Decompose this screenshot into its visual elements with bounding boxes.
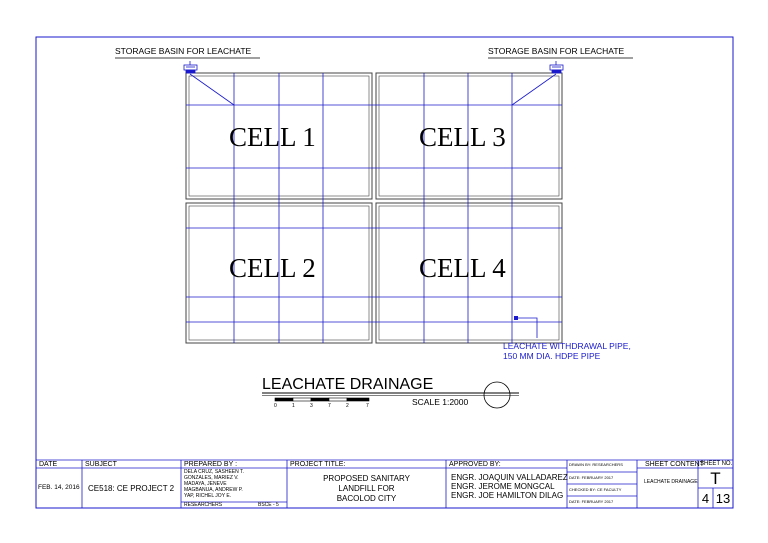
tb-sheet-total: 13 [715, 491, 731, 506]
tb-project-line-2: LANDFILL FOR [338, 484, 395, 493]
scale-bar [275, 398, 369, 401]
tb-sheet-letter: T [710, 469, 721, 488]
tb-prepared-name-3: MADAYA, JENEVE [184, 481, 227, 487]
sheet-border [36, 37, 733, 508]
drainage-grid [186, 73, 562, 343]
tb-approved-name-3: ENGR. JOE HAMILTON DILAG [451, 491, 564, 500]
tb-checked-by: CHECKED BY: CE FACULTY [569, 487, 622, 492]
tb-project-line-3: BACOLOD CITY [336, 494, 397, 503]
pipe-callout-leader [518, 318, 537, 338]
basin-right-icon [550, 61, 563, 73]
drawing-title: LEACHATE DRAINAGE [262, 376, 434, 393]
tb-prepared-header: PREPARED BY : [184, 461, 238, 468]
tb-project-header: PROJECT TITLE: [290, 461, 346, 468]
tb-project-line-1: PROPOSED SANITARY [323, 474, 410, 483]
basin-right-label: STORAGE BASIN FOR LEACHATE [488, 46, 625, 56]
cell-1-label: CELL 1 [229, 122, 316, 152]
tb-subject-value: CE518: CE PROJECT 2 [88, 484, 175, 493]
pipe-marker [514, 316, 518, 320]
tb-content-value: LEACHATE DRAINAGE [644, 479, 698, 485]
tb-content-header: SHEET CONTENT [645, 461, 704, 468]
cell-2-label: CELL 2 [229, 253, 316, 283]
tb-prepared-name-1: DELA CRUZ, SASHEEN T. [184, 469, 244, 475]
tb-sheet-num: 4 [701, 491, 710, 506]
tb-approved-name-2: ENGR. JEROME MONGCAL [451, 482, 555, 491]
cell-4-label: CELL 4 [419, 253, 506, 283]
tb-date-1: DATE: FEBRUARY 2017 [569, 475, 614, 480]
tb-prepared-name-2: GONZALES, MARIEZ V. [184, 475, 239, 481]
tb-approved-name-1: ENGR. JOAQUIN VALLADAREZ [451, 473, 568, 482]
tb-prepared-name-5: YAP, RICHEL JOY E. [184, 493, 232, 499]
tb-subject-header: SUBJECT [85, 461, 117, 468]
scale-tick-1: 1 [292, 403, 295, 409]
tb-date-header: DATE [39, 461, 58, 468]
tb-sheet-header: SHEET NO. [700, 461, 733, 467]
north-arrow-circle [484, 382, 510, 408]
tb-prepared-name-4: MAGBANUA, ANDREW P. [184, 487, 243, 493]
tb-researchers-label: RESEARCHERS [184, 502, 223, 508]
basin-left-label: STORAGE BASIN FOR LEACHATE [115, 46, 252, 56]
pipe-note-line2: 150 MM DIA. HDPE PIPE [503, 351, 601, 361]
basin-left-icon [184, 61, 197, 73]
scale-tick-0: 0 [274, 403, 277, 409]
scale-tick-5: 7 [366, 403, 369, 409]
cell-3-label: CELL 3 [419, 122, 506, 152]
tb-date-value: FEB. 14, 2016 [38, 484, 80, 491]
scale-tick-2: 3 [310, 403, 313, 409]
scale-tick-3: 7 [328, 403, 331, 409]
tb-approved-header: APPROVED BY: [449, 461, 501, 468]
pipe-note-line1: LEACHATE WITHDRAWAL PIPE, [503, 341, 631, 351]
tb-date-2: DATE: FEBRUARY 2017 [569, 499, 614, 504]
tb-drawn-by: DRAWN BY: RESEARCHERS [569, 462, 623, 467]
scale-tick-4: 2 [346, 403, 349, 409]
drawing-scale: SCALE 1:2000 [412, 397, 469, 407]
tb-group-label: BSCE - 5 [258, 502, 279, 508]
